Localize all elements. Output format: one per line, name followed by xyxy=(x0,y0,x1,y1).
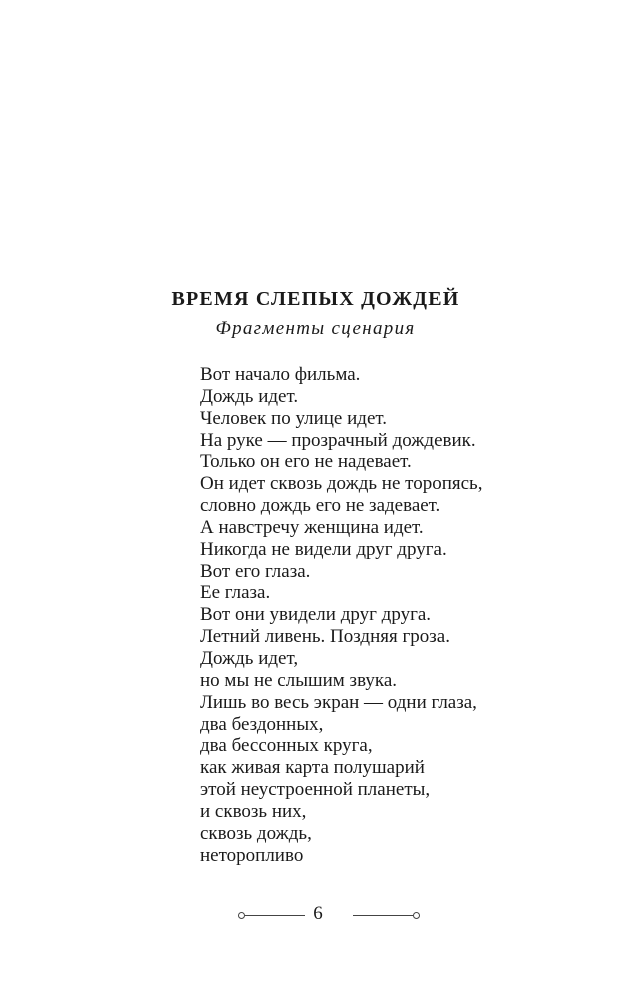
ornament-right-dot-icon xyxy=(413,912,420,919)
poem-line: А навстречу женщина идет. xyxy=(200,516,424,538)
poem-line: Никогда не видели друг друга. xyxy=(200,538,447,560)
poem-line: Лишь во весь экран — одни глаза, xyxy=(200,691,477,713)
poem-line: Только он его не надевает. xyxy=(200,451,412,473)
ornament-right-line xyxy=(353,915,413,916)
poem-line: этой неустроенной планеты, xyxy=(200,779,431,801)
poem-line: Вот они увидели друг друга. xyxy=(200,604,432,626)
poem-line: но мы не слышим звука. xyxy=(200,669,398,691)
poem-line: сквозь дождь, xyxy=(200,822,312,844)
poem-line: словно дождь его не задевает. xyxy=(200,495,441,517)
poem-line: Ее глаза. xyxy=(200,582,271,604)
poem-line: и сквозь них, xyxy=(200,800,307,822)
poem-text xyxy=(200,364,482,866)
poem-line: Вот начало фильма. xyxy=(200,364,361,385)
poem-line: Дождь идет, xyxy=(200,647,299,669)
poem-line: Летний ливень. Поздняя гроза. xyxy=(200,626,450,648)
poem-line: как живая карта полушарий xyxy=(200,757,425,779)
page-footer xyxy=(0,903,631,927)
ornament-left-dot-icon xyxy=(238,912,245,919)
ornament-left-line xyxy=(245,915,305,916)
poem-line: неторопливо xyxy=(200,844,304,866)
poem-line: На руке — прозрачный дождевик. xyxy=(200,429,476,451)
chapter-subtitle: Фрагменты сценария xyxy=(215,318,416,339)
poem-line: Человек по улице идет. xyxy=(200,407,388,429)
chapter-title: ВРЕМЯ СЛЕПЫХ ДОЖДЕЙ xyxy=(171,288,460,310)
poem-line: два бездонных, xyxy=(200,713,324,735)
poem-line: Он идет сквозь дождь не торопясь, xyxy=(200,473,483,495)
poem-line: Дождь идет. xyxy=(200,385,299,407)
page-number: 6 xyxy=(313,903,323,924)
poem-line: Вот его глаза. xyxy=(200,560,311,582)
poem-line: два бессонных круга, xyxy=(200,735,373,757)
